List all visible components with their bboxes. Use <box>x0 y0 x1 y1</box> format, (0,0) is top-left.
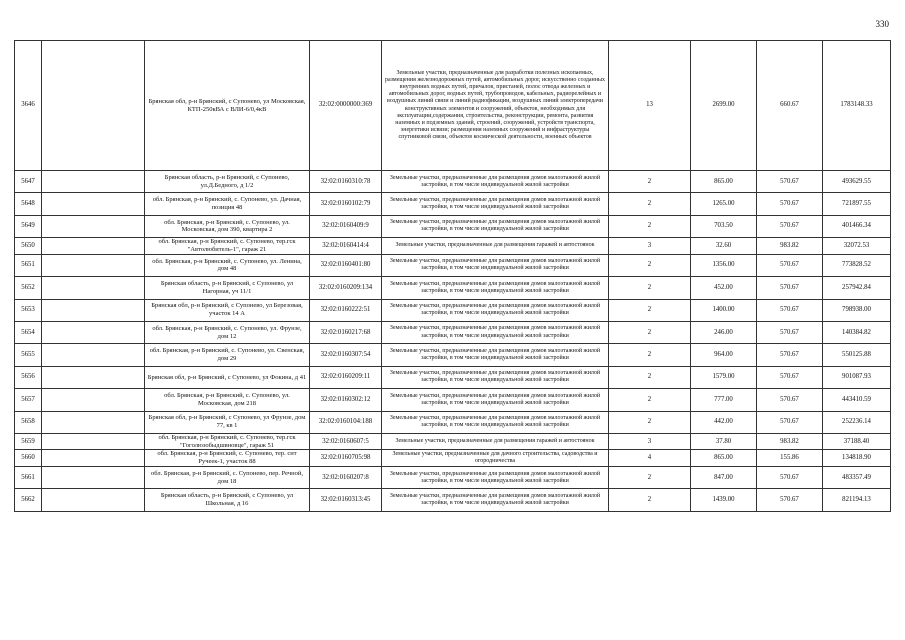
cadastral-number-cell: 32:02:0160102:79 <box>310 193 382 215</box>
table-row <box>15 238 891 255</box>
cadastral-number-cell: 32:02:0160104:188 <box>310 411 382 433</box>
blank-cell <box>42 450 145 467</box>
blank-cell <box>42 321 145 343</box>
blank-cell <box>42 389 145 411</box>
blank-cell <box>42 467 145 489</box>
blank-cell <box>42 366 145 388</box>
group-cell: 2 <box>609 366 691 388</box>
address-cell: Брянская область, р-н Брянский, с Супонево, ул Нагорная, уч 11/1 <box>145 277 310 299</box>
blank-cell <box>42 411 145 433</box>
cadastral-value-cell: 1783148.33 <box>823 41 891 171</box>
table-row <box>15 254 891 276</box>
row-number: 5658 <box>15 411 42 433</box>
area-cell: 847.00 <box>691 467 757 489</box>
group-cell: 2 <box>609 193 691 215</box>
area-cell: 703.50 <box>691 215 757 237</box>
address-cell: обл. Брянская, р-н Брянский, с. Супонево, пер. Речной, дом 18 <box>145 467 310 489</box>
cadastral-value-cell: 401466.34 <box>823 215 891 237</box>
area-cell: 246.00 <box>691 321 757 343</box>
specific-value-cell: 570.67 <box>757 299 823 321</box>
blank-cell <box>42 299 145 321</box>
group-cell: 2 <box>609 254 691 276</box>
table-row <box>15 171 891 193</box>
table-body <box>15 41 891 512</box>
land-use-cell: Земельные участки, предназначенные для размещения домов малоэтажной жилой застройки, в том числе индивидуальной жилой застройки <box>382 411 609 433</box>
cadastral-number-cell: 32:02:0160607:5 <box>310 433 382 450</box>
row-number: 3646 <box>15 41 42 171</box>
cadastral-number-cell: 32:02:0160401:80 <box>310 254 382 276</box>
table-row <box>15 344 891 366</box>
address-cell: обл. Брянская, р-н Брянский, с. Супонево, тер. снт Ручеек-1, участок 88 <box>145 450 310 467</box>
group-cell: 2 <box>609 277 691 299</box>
cadastral-value-cell: 140384.82 <box>823 321 891 343</box>
cadastral-value-cell: 798938.00 <box>823 299 891 321</box>
row-number: 5654 <box>15 321 42 343</box>
address-cell: Брянская область, р-н Брянский, с Супонево, ул Школьная, д 16 <box>145 489 310 511</box>
land-use-cell: Земельные участки, предназначенные для размещения домов малоэтажной жилой застройки, в том числе индивидуальной жилой застройки <box>382 171 609 193</box>
area-cell: 1265.00 <box>691 193 757 215</box>
area-cell: 1400.00 <box>691 299 757 321</box>
specific-value-cell: 570.67 <box>757 411 823 433</box>
address-cell: Брянская обл, р-н Брянский, с Супонево, ул Фрунзе, дом 77, кв 1 <box>145 411 310 433</box>
group-cell: 2 <box>609 489 691 511</box>
land-use-cell: Земельные участки, предназначенные для размещения домов малоэтажной жилой застройки, в том числе индивидуальной жилой застройки <box>382 467 609 489</box>
blank-cell <box>42 433 145 450</box>
cadastral-number-cell: 32:02:0160207:8 <box>310 467 382 489</box>
cadastral-value-cell: 32072.53 <box>823 238 891 255</box>
group-cell: 2 <box>609 389 691 411</box>
cadastral-number-cell: 32:02:0160209:134 <box>310 277 382 299</box>
land-use-cell: Земельные участки, предназначенные для размещения домов малоэтажной жилой застройки, в том числе индивидуальной жилой застройки <box>382 215 609 237</box>
blank-cell <box>42 254 145 276</box>
address-cell: обл. Брянская, р-н Брянский, с. Супонево, тер.гск "Гоголюзобыдшвновце", гараж 51 <box>145 433 310 450</box>
table-row <box>15 215 891 237</box>
blank-cell <box>42 41 145 171</box>
row-number: 5661 <box>15 467 42 489</box>
specific-value-cell: 570.67 <box>757 344 823 366</box>
land-use-cell: Земельные участки, предназначенные для размещения домов малоэтажной жилой застройки, в том числе индивидуальной жилой застройки <box>382 254 609 276</box>
address-cell: Брянская обл, р-н Брянский, с Супонево, ул Березовая, участок 14 А <box>145 299 310 321</box>
cadastral-number-cell: 32:02:0160217:68 <box>310 321 382 343</box>
group-cell: 2 <box>609 171 691 193</box>
address-cell: обл. Брянская, р-н Брянский, с. Супонево, ул. Свенская, дом 29 <box>145 344 310 366</box>
address-cell: Брянская обл, р-н Брянский, с Супонево, ул Фокина, д 41 <box>145 366 310 388</box>
area-cell: 2699.00 <box>691 41 757 171</box>
cadastral-value-cell: 901087.93 <box>823 366 891 388</box>
table-row <box>15 467 891 489</box>
specific-value-cell: 570.67 <box>757 321 823 343</box>
land-use-cell: Земельные участки, предназначенные для размещения домов малоэтажной жилой застройки, в том числе индивидуальной жилой застройки <box>382 321 609 343</box>
specific-value-cell: 570.67 <box>757 193 823 215</box>
cadastral-number-cell: 32:02:0160302:12 <box>310 389 382 411</box>
group-cell: 4 <box>609 450 691 467</box>
area-cell: 1356.00 <box>691 254 757 276</box>
group-cell: 2 <box>609 411 691 433</box>
area-cell: 37.80 <box>691 433 757 450</box>
cadastral-number-cell: 32:02:0160209:11 <box>310 366 382 388</box>
cadastral-value-table <box>14 40 891 512</box>
blank-cell <box>42 171 145 193</box>
address-cell: Брянская область, р-н Брянский, с Супонево, ул.Д.Бедного, д 1/2 <box>145 171 310 193</box>
address-cell: обл. Брянская, р-н Брянский, с. Супонево, тер.гск "Автолюбитель-1", гараж 21 <box>145 238 310 255</box>
blank-cell <box>42 238 145 255</box>
land-use-cell: Земельные участки, предназначенные для разработки полезных ископаемых, размещения железнодорожных путей, автомобильных дорог, искусственно созданных внутренних водных путей, причалов, пристаней, полос отвода железных и автомобильных дорог, водных путей, трубопроводов, кабельных, радиорелейных и воздушных линий связи и линий радиофикации, воздушных линий электропередачи конструктивных элементов и сооружений, объектов, необходимых для эксплуатации,содержания, строительства, реконструкции, ремонта, развития наземных и подземных зданий, строений, сооружений, устройств транспорта, энергетики исвязи; размещения наземных сооружений и инфраструктуры спутниковой связи, объектов космической деятельности, военных объектов <box>382 41 609 171</box>
cadastral-number-cell: 32:02:0160409:9 <box>310 215 382 237</box>
cadastral-number-cell: 32:02:0160222:51 <box>310 299 382 321</box>
table-row <box>15 411 891 433</box>
row-number: 5650 <box>15 238 42 255</box>
cadastral-value-cell: 134818.90 <box>823 450 891 467</box>
address-cell: обл. Брянская, р-н Брянский, с. Супонево, ул. Ленина, дом 48 <box>145 254 310 276</box>
cadastral-value-cell: 443410.59 <box>823 389 891 411</box>
address-cell: обл. Брянская, р-н Брянский, с. Супонево, ул. Дачная, позиция 48 <box>145 193 310 215</box>
cadastral-value-cell: 773828.52 <box>823 254 891 276</box>
table-row <box>15 389 891 411</box>
area-cell: 1579.00 <box>691 366 757 388</box>
specific-value-cell: 570.67 <box>757 389 823 411</box>
area-cell: 452.00 <box>691 277 757 299</box>
land-use-cell: Земельные участки, предназначенные для размещения гаражей и автостоянок <box>382 433 609 450</box>
land-use-cell: Земельные участки, предназначенные для размещения домов малоэтажной жилой застройки, в том числе индивидуальной жилой застройки <box>382 366 609 388</box>
group-cell: 3 <box>609 433 691 450</box>
cadastral-number-cell: 32:02:0160310:78 <box>310 171 382 193</box>
table-row <box>15 193 891 215</box>
cadastral-number-cell: 32:02:0160313:45 <box>310 489 382 511</box>
table-row <box>15 366 891 388</box>
table-row <box>15 321 891 343</box>
cadastral-value-cell: 37188.40 <box>823 433 891 450</box>
blank-cell <box>42 215 145 237</box>
table-row <box>15 41 891 171</box>
specific-value-cell: 570.67 <box>757 366 823 388</box>
row-number: 5652 <box>15 277 42 299</box>
group-cell: 2 <box>609 467 691 489</box>
address-cell: обл. Брянская, р-н Брянский, с. Супонево, ул. Московская, дом 390, квартира 2 <box>145 215 310 237</box>
area-cell: 865.00 <box>691 171 757 193</box>
table-row <box>15 433 891 450</box>
cadastral-number-cell: 32:02:0000000:369 <box>310 41 382 171</box>
address-cell: обл. Брянская, р-н Брянский, с. Супонево, ул. Московская, дом 218 <box>145 389 310 411</box>
cadastral-number-cell: 32:02:0160705:98 <box>310 450 382 467</box>
specific-value-cell: 155.86 <box>757 450 823 467</box>
specific-value-cell: 983.82 <box>757 433 823 450</box>
row-number: 5657 <box>15 389 42 411</box>
land-use-cell: Земельные участки, предназначенные для размещения домов малоэтажной жилой застройки, в том числе индивидуальной жилой застройки <box>382 389 609 411</box>
row-number: 5651 <box>15 254 42 276</box>
specific-value-cell: 570.67 <box>757 277 823 299</box>
row-number: 5660 <box>15 450 42 467</box>
cadastral-value-cell: 483357.49 <box>823 467 891 489</box>
specific-value-cell: 570.67 <box>757 171 823 193</box>
land-use-cell: Земельные участки, предназначенные для размещения домов малоэтажной жилой застройки, в том числе индивидуальной жилой застройки <box>382 489 609 511</box>
land-use-cell: Земельные участки, предназначенные для размещения домов малоэтажной жилой застройки, в том числе индивидуальной жилой застройки <box>382 193 609 215</box>
area-cell: 32.60 <box>691 238 757 255</box>
blank-cell <box>42 277 145 299</box>
address-cell: обл. Брянская, р-н Брянский, с. Супонево, ул. Фрунзе, дом 12 <box>145 321 310 343</box>
area-cell: 1439.00 <box>691 489 757 511</box>
address-cell: Брянская обл, р-н Брянский, с Супонево, ул Московская, КТП-250кВА с ВЛИ-6/0,4кВ <box>145 41 310 171</box>
row-number: 5662 <box>15 489 42 511</box>
blank-cell <box>42 193 145 215</box>
area-cell: 777.00 <box>691 389 757 411</box>
group-cell: 2 <box>609 344 691 366</box>
table-row <box>15 277 891 299</box>
group-cell: 2 <box>609 299 691 321</box>
specific-value-cell: 570.67 <box>757 489 823 511</box>
table-row <box>15 299 891 321</box>
land-use-cell: Земельные участки, предназначенные для размещения домов малоэтажной жилой застройки, в том числе индивидуальной жилой застройки <box>382 344 609 366</box>
blank-cell <box>42 344 145 366</box>
specific-value-cell: 570.67 <box>757 467 823 489</box>
row-number: 5659 <box>15 433 42 450</box>
group-cell: 2 <box>609 215 691 237</box>
group-cell: 13 <box>609 41 691 171</box>
cadastral-value-cell: 493629.55 <box>823 171 891 193</box>
cadastral-value-cell: 721897.55 <box>823 193 891 215</box>
specific-value-cell: 983.82 <box>757 238 823 255</box>
cadastral-number-cell: 32:02:0160307:54 <box>310 344 382 366</box>
row-number: 5649 <box>15 215 42 237</box>
page-number: 330 <box>875 19 889 29</box>
row-number: 5647 <box>15 171 42 193</box>
cadastral-value-cell: 550125.88 <box>823 344 891 366</box>
specific-value-cell: 570.67 <box>757 254 823 276</box>
land-use-cell: Земельные участки, предназначенные для размещения домов малоэтажной жилой застройки, в том числе индивидуальной жилой застройки <box>382 299 609 321</box>
land-use-cell: Земельные участки, предназначенные для размещения домов малоэтажной жилой застройки, в том числе индивидуальной жилой застройки <box>382 277 609 299</box>
group-cell: 2 <box>609 321 691 343</box>
table-row <box>15 450 891 467</box>
blank-cell <box>42 489 145 511</box>
row-number: 5653 <box>15 299 42 321</box>
cadastral-value-cell: 252236.14 <box>823 411 891 433</box>
land-use-cell: Земельные участки, предназначенные для дачного строительства, садоводства и огородничества <box>382 450 609 467</box>
land-use-cell: Земельные участки, предназначенные для размещения гаражей и автостоянок <box>382 238 609 255</box>
row-number: 5655 <box>15 344 42 366</box>
specific-value-cell: 660.67 <box>757 41 823 171</box>
row-number: 5648 <box>15 193 42 215</box>
group-cell: 3 <box>609 238 691 255</box>
table-row <box>15 489 891 511</box>
specific-value-cell: 570.67 <box>757 215 823 237</box>
area-cell: 865.00 <box>691 450 757 467</box>
cadastral-number-cell: 32:02:0160414:4 <box>310 238 382 255</box>
area-cell: 964.00 <box>691 344 757 366</box>
row-number: 5656 <box>15 366 42 388</box>
cadastral-value-cell: 821194.13 <box>823 489 891 511</box>
area-cell: 442.00 <box>691 411 757 433</box>
cadastral-value-cell: 257942.84 <box>823 277 891 299</box>
